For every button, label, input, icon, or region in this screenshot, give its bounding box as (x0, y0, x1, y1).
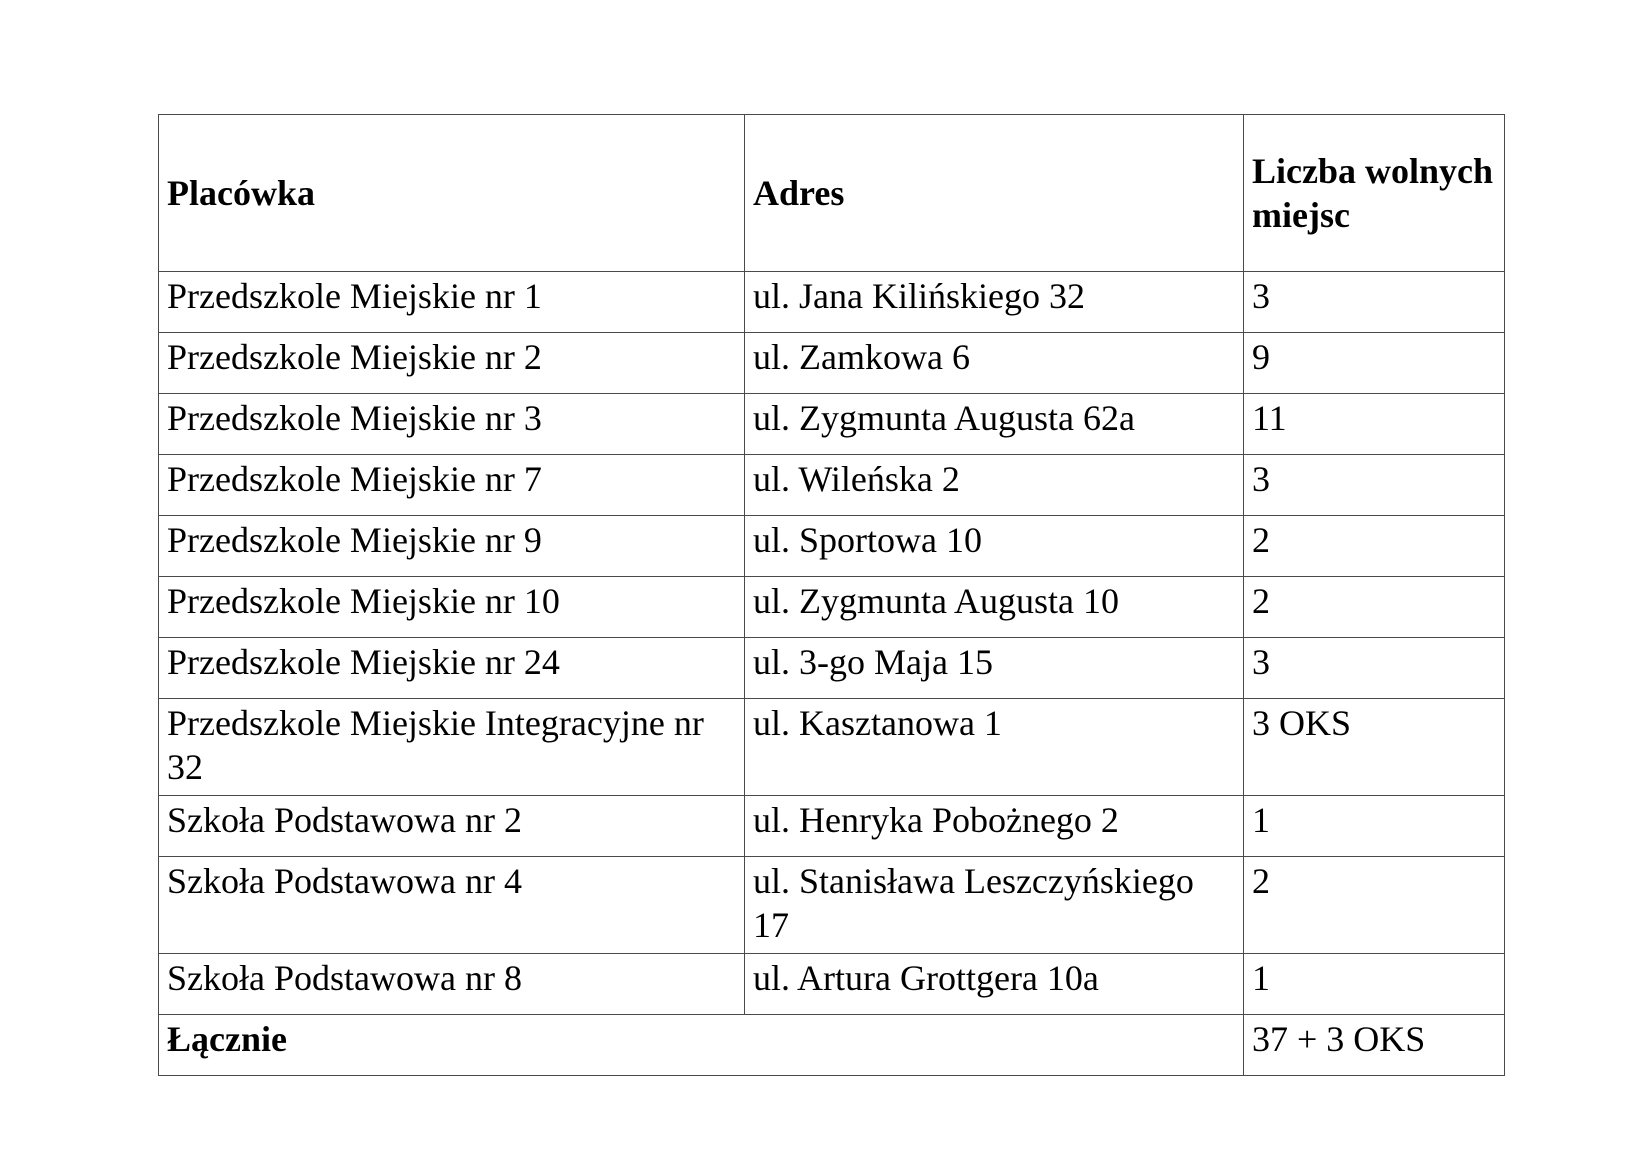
cell-placowka: Przedszkole Miejskie nr 9 (159, 516, 745, 577)
table-row (159, 699, 1505, 796)
cell-adres: ul. Artura Grottgera 10a (745, 954, 1244, 1015)
table-row (159, 272, 1505, 333)
cell-liczba: 2 (1244, 857, 1505, 954)
cell-placowka: Szkoła Podstawowa nr 4 (159, 857, 745, 954)
cell-adres: ul. Zygmunta Augusta 10 (745, 577, 1244, 638)
table-row (159, 333, 1505, 394)
header-adres: Adres (745, 115, 1244, 272)
cell-liczba: 3 OKS (1244, 699, 1505, 796)
total-row (159, 1015, 1505, 1076)
cell-placowka: Przedszkole Miejskie nr 2 (159, 333, 745, 394)
cell-placowka: Przedszkole Miejskie nr 10 (159, 577, 745, 638)
cell-placowka: Przedszkole Miejskie nr 1 (159, 272, 745, 333)
cell-adres: ul. 3-go Maja 15 (745, 638, 1244, 699)
cell-placowka: Przedszkole Miejskie nr 3 (159, 394, 745, 455)
cell-adres: ul. Wileńska 2 (745, 455, 1244, 516)
cell-liczba: 11 (1244, 394, 1505, 455)
cell-liczba: 1 (1244, 796, 1505, 857)
total-value: 37 + 3 OKS (1244, 1015, 1505, 1076)
cell-adres: ul. Henryka Pobożnego 2 (745, 796, 1244, 857)
cell-liczba: 3 (1244, 638, 1505, 699)
header-placowka: Placówka (159, 115, 745, 272)
table-row (159, 455, 1505, 516)
vacancies-table (158, 114, 1505, 1076)
cell-adres: ul. Jana Kilińskiego 32 (745, 272, 1244, 333)
cell-placowka: Przedszkole Miejskie Integracyjne nr 32 (159, 699, 745, 796)
cell-liczba: 3 (1244, 272, 1505, 333)
cell-liczba: 1 (1244, 954, 1505, 1015)
header-liczba: Liczba wolnych miejsc (1244, 115, 1505, 272)
cell-adres: ul. Zygmunta Augusta 62a (745, 394, 1244, 455)
table-row (159, 516, 1505, 577)
table-row (159, 954, 1505, 1015)
cell-liczba: 2 (1244, 516, 1505, 577)
cell-placowka: Szkoła Podstawowa nr 2 (159, 796, 745, 857)
cell-adres: ul. Sportowa 10 (745, 516, 1244, 577)
cell-adres: ul. Kasztanowa 1 (745, 699, 1244, 796)
cell-placowka: Przedszkole Miejskie nr 24 (159, 638, 745, 699)
table-row (159, 638, 1505, 699)
cell-placowka: Szkoła Podstawowa nr 8 (159, 954, 745, 1015)
cell-adres: ul. Stanisława Leszczyńskiego 17 (745, 857, 1244, 954)
table-row (159, 394, 1505, 455)
table-row (159, 857, 1505, 954)
cell-placowka: Przedszkole Miejskie nr 7 (159, 455, 745, 516)
cell-adres: ul. Zamkowa 6 (745, 333, 1244, 394)
total-label: Łącznie (159, 1015, 1244, 1076)
cell-liczba: 9 (1244, 333, 1505, 394)
cell-liczba: 2 (1244, 577, 1505, 638)
table-row (159, 577, 1505, 638)
table-header-row (159, 115, 1505, 272)
table-row (159, 796, 1505, 857)
cell-liczba: 3 (1244, 455, 1505, 516)
